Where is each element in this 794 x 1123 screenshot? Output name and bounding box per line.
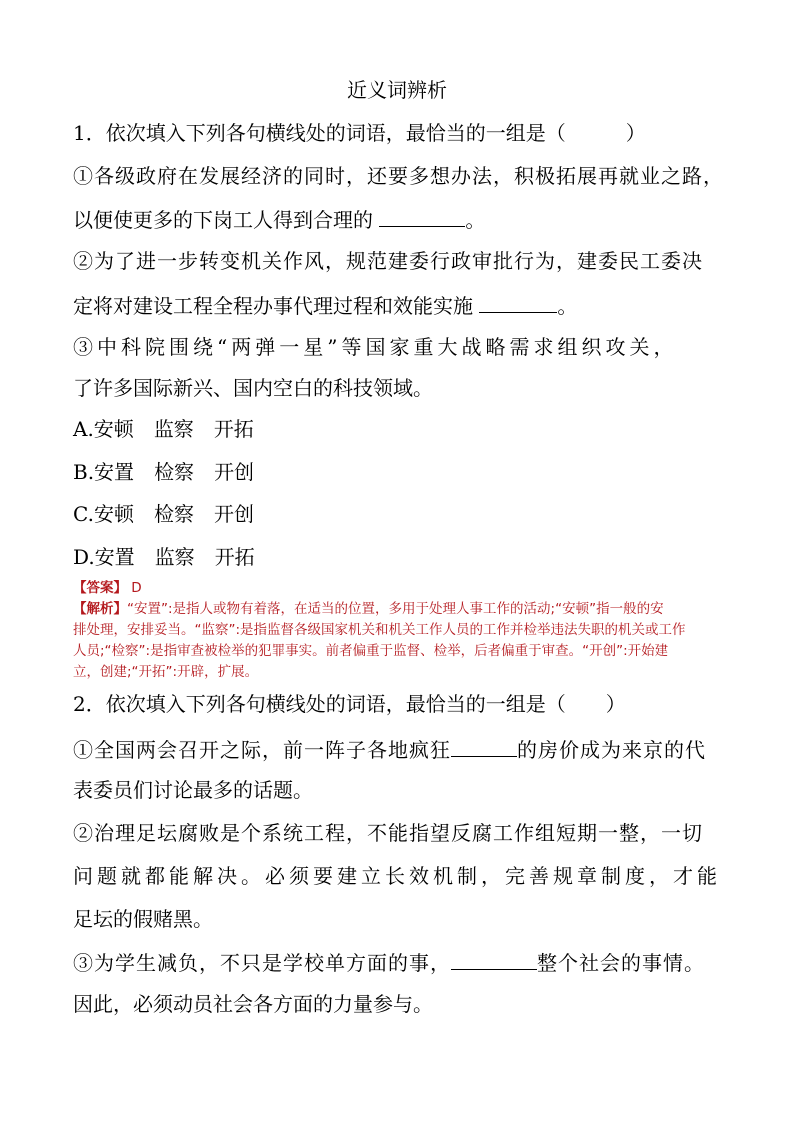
q2-blank-1 <box>451 734 517 757</box>
q2-sentence2-line3: 足坛的假赌黑。 <box>73 907 213 931</box>
q1-sentence2-line2 <box>73 290 577 320</box>
q1-blank-2 <box>479 290 557 313</box>
q1-option-c: C.安顿 检察 开创 <box>73 502 254 526</box>
q2-sentence1-line2: 表委员们讨论最多的话题。 <box>73 778 313 802</box>
q2-blank-3 <box>451 947 537 970</box>
q1-sentence2-text: 定将对建设工程全程办事代理过程和效能实施 <box>73 294 473 318</box>
q1-sentence1-end: 。 <box>465 208 486 232</box>
q2-sentence3-line1: ③为学生减负，不只是学校单方面的事， 整个社会的事情。 <box>73 947 705 977</box>
q1-sentence1-line2 <box>73 204 485 234</box>
q2-sentence2-line2: 问题就都能解决。必须要建立长效机制，完善规章制度，才能 <box>73 864 721 888</box>
q1-answer <box>73 578 733 599</box>
answer-tag: 【答案】 <box>73 580 127 596</box>
analysis-tag: 【解析】 <box>73 601 127 617</box>
q2-sentence3-line2: 因此，必须动员社会各方面的力量参与。 <box>73 992 433 1016</box>
q1-option-b: B.安置 检察 开创 <box>73 460 255 484</box>
q1-stem: 1．依次填入下列各句横线处的词语，最恰当的一组是（ ） <box>73 121 646 145</box>
q1-option-d: D.安置 监察 开拓 <box>73 545 255 569</box>
q1-sentence3-line2: 了许多国际新兴、国内空白的科技领域。 <box>73 376 433 400</box>
q1-sentence2-line1: ②为了进一步转变机关作风，规范建委行政审批行为，建委民工委决 <box>73 249 703 273</box>
q1-option-a: A.安顿 监察 开拓 <box>73 417 254 441</box>
q2-sentence2-line1: ②治理足坛腐败是个系统工程，不能指望反腐工作组短期一整，一切 <box>73 821 703 845</box>
q1-sentence2-end: 。 <box>557 294 578 318</box>
q1-sentence3-line1: ③中科院围绕“两弹一星”等国家重大战略需求组织攻关， <box>73 335 678 359</box>
q1-analysis: 【解析】“安置”:是指人或物有着落，在适当的位置，多用于处理人事工作的活动;“安顿”指一般的安 排处理，安排妥当。“监察”:是指监督各级国家机关和机关工作人员的工作并检举违法失职的机关或工作 人员;“检察”:是指审查被检举的犯罪事实。前者偏重于监督、检举，后者偏重于审查。“开创”:开始建 立，创建;“开拓”:开辟，扩展。 <box>73 601 686 680</box>
q1-blank-1 <box>379 204 465 227</box>
q1-sentence1-text: 以便使更多的下岗工人得到合理的 <box>73 208 373 232</box>
q2-stem: 2．依次填入下列各句横线处的词语，最恰当的一组是（ ） <box>73 692 626 716</box>
page-title: 近义词辨析 <box>347 78 447 102</box>
q2-sentence1-line1: ①全国两会召开之际，前一阵子各地疯狂 的房价成为来京的代 <box>73 734 706 764</box>
answer-value: D <box>131 580 142 596</box>
q1-sentence1-line1: ①各级政府在发展经济的同时，还要多想办法，积极拓展再就业之路， <box>73 164 724 188</box>
